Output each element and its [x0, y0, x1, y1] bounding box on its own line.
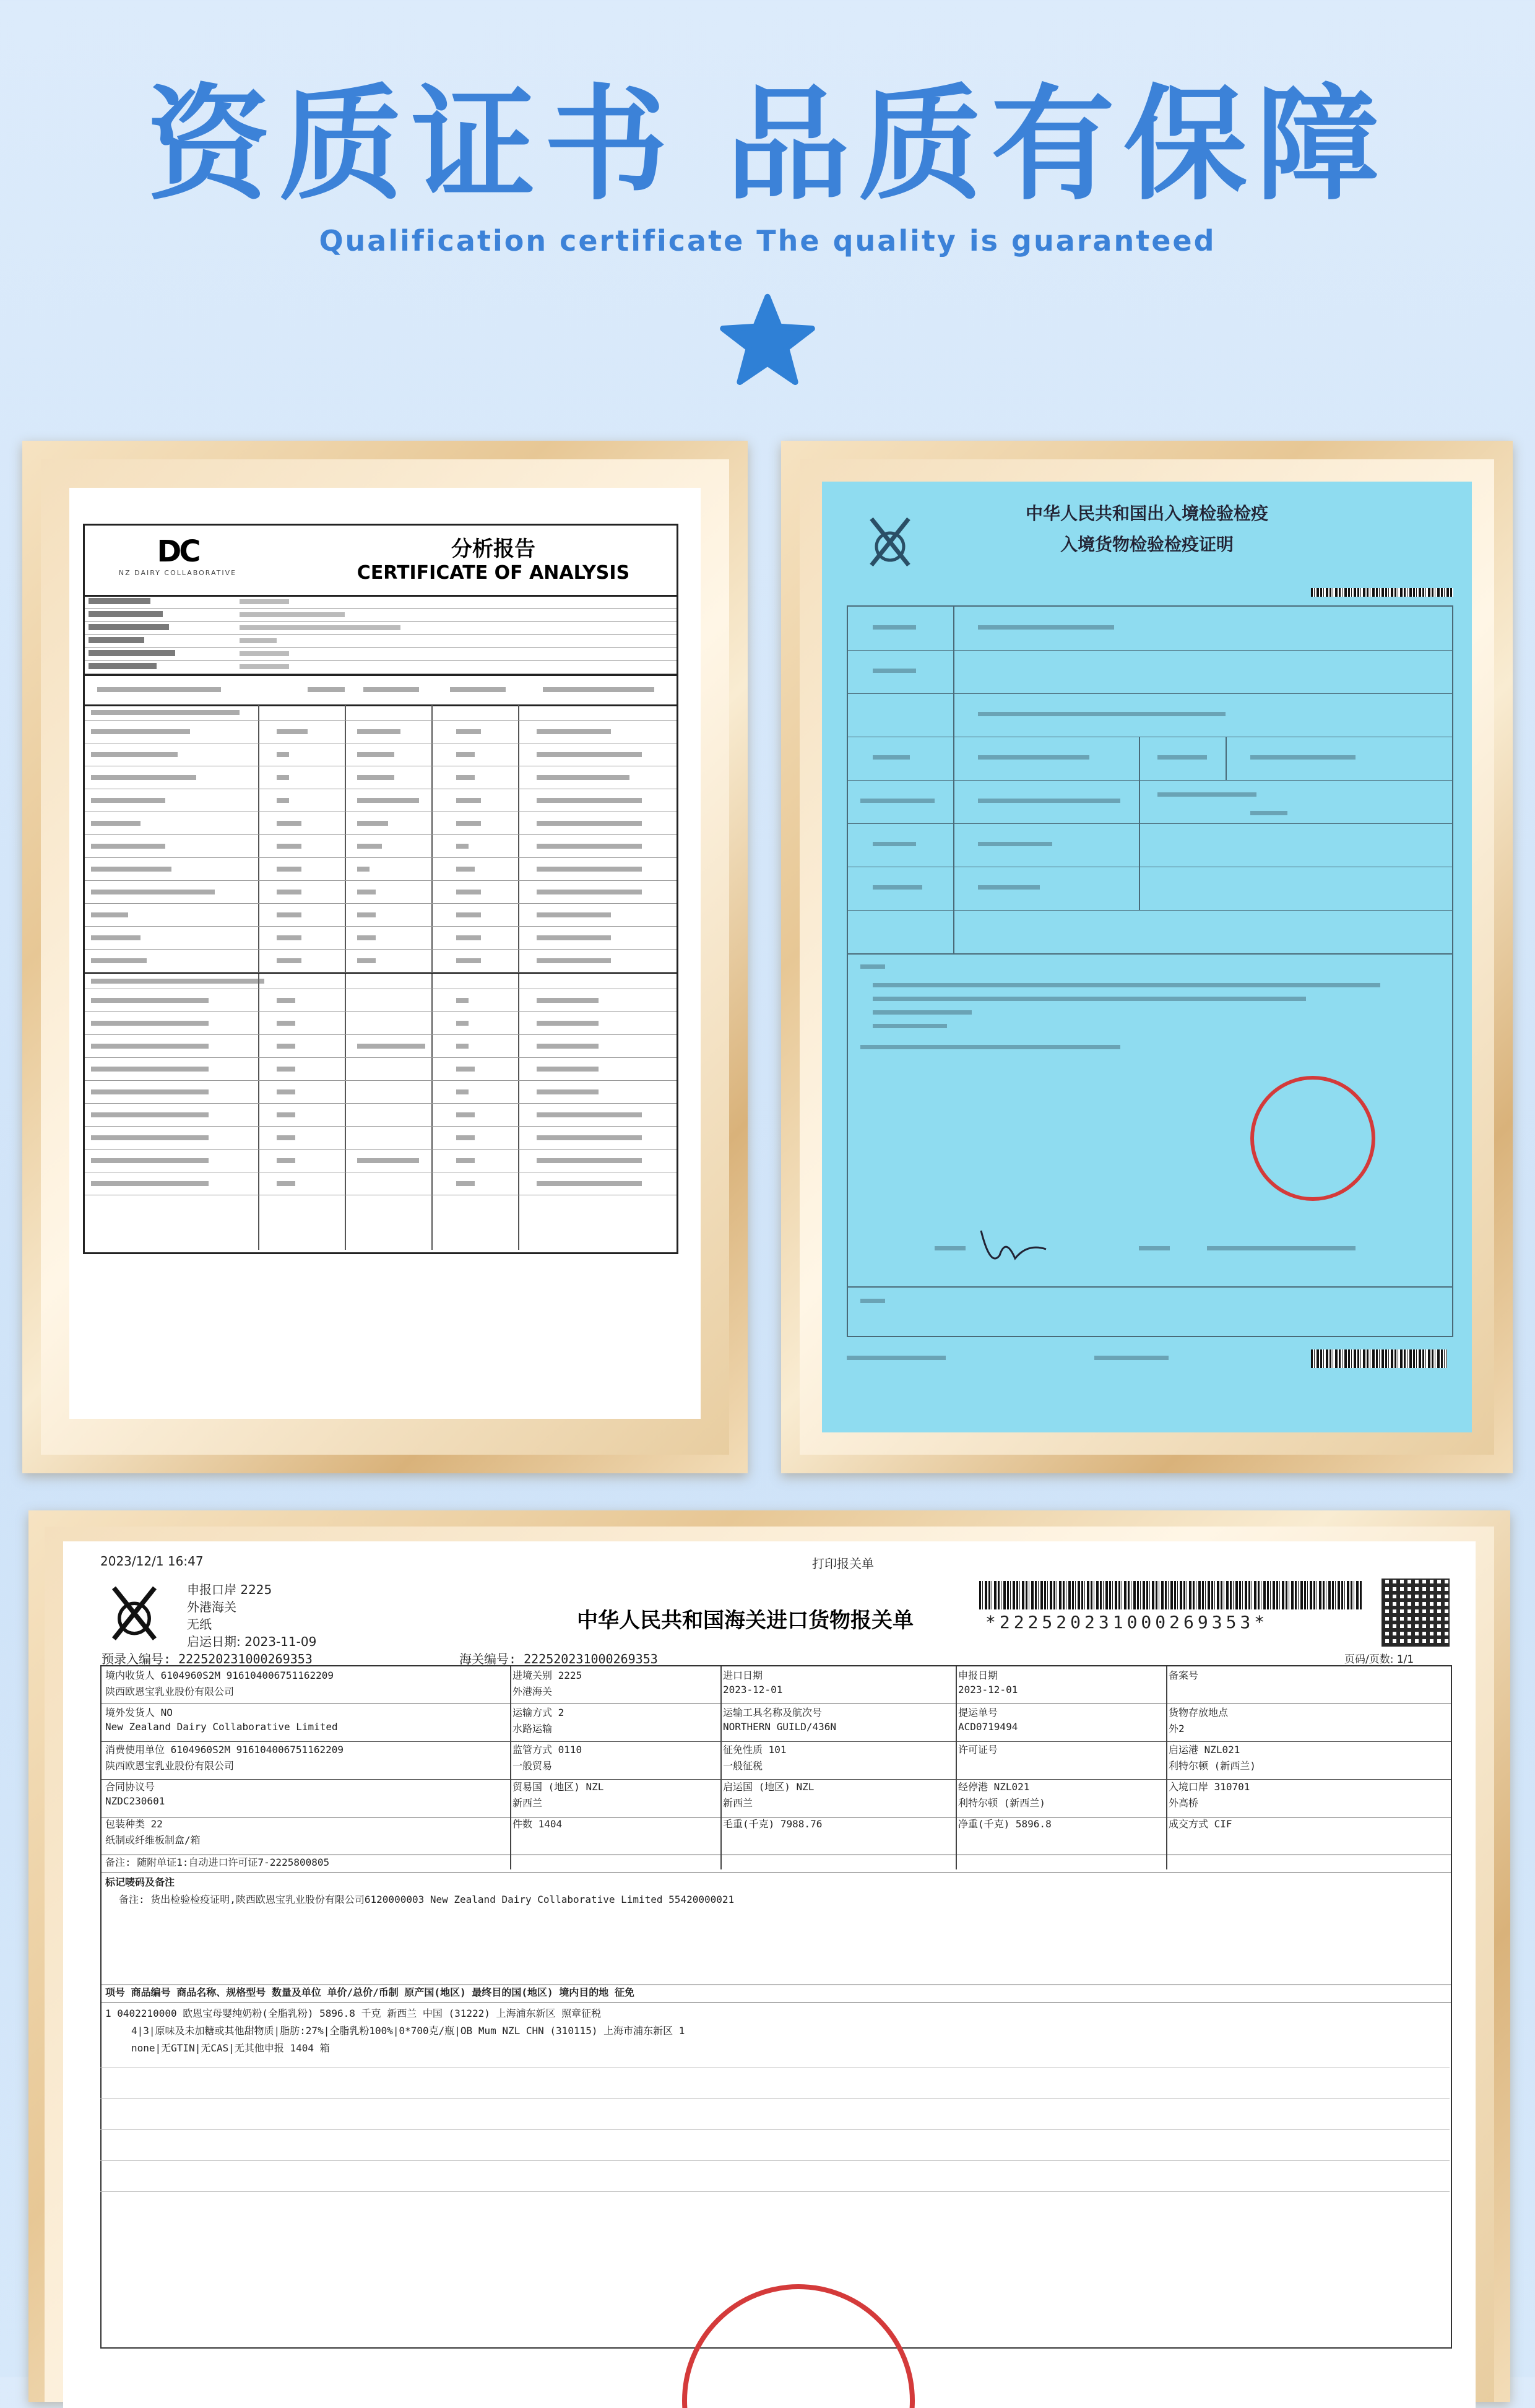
- paperless-label: 无纸: [187, 1617, 212, 1632]
- page-subtitle: Qualification certificate The quality is guaranteed: [319, 224, 1216, 258]
- field-license: 许可证号: [958, 1744, 998, 1756]
- field-vessel: 运输工具名称及航次号: [723, 1707, 823, 1718]
- signature-icon: [978, 1224, 1052, 1268]
- frame-customs: [28, 1510, 1510, 2402]
- value-vessel: NORTHERN GUILD/436N: [723, 1721, 837, 1733]
- field-deal-mode: 成交方式 CIF: [1169, 1818, 1232, 1830]
- preentry-no: 预录入编号: 222520231000269353: [102, 1652, 313, 1666]
- value-contract: NZDC230601: [105, 1795, 165, 1807]
- remarks-label: 标记唛码及备注: [105, 1876, 175, 1888]
- value-origin-country: 新西兰: [723, 1797, 753, 1809]
- print-label: 打印报关单: [812, 1556, 874, 1571]
- field-consignee: 境内收货人 6104960S2M 916104006751162209: [105, 1670, 334, 1681]
- field-transport: 运输方式 2: [512, 1707, 564, 1718]
- coa-title: 分析报告 CERTIFICATE OF ANALYSIS: [357, 537, 630, 584]
- qr-code: [1382, 1579, 1450, 1647]
- value-bill-no: ACD0719494: [958, 1721, 1018, 1733]
- remarks-detail: 备注: 货出检验检疫证明,陕西欧恩宝乳业股份有限公司6120000003 New Zealand Dairy Collaborative Limited 55420000021: [119, 1894, 735, 1905]
- barcode: [979, 1581, 1363, 1609]
- print-time: 2023/12/1 16:47: [100, 1554, 204, 1569]
- field-origin-country: 启运国 (地区) NZL: [723, 1781, 815, 1793]
- value-package: 纸制或纤维板制盒/箱: [105, 1834, 201, 1846]
- coa-document: [69, 488, 701, 1419]
- remarks-attachments: 备注: 随附单证1:自动进口许可证7-2225800805: [105, 1856, 330, 1868]
- value-import-date: 2023-12-01: [723, 1684, 783, 1696]
- field-shipper: 境外发货人 NO: [105, 1707, 173, 1718]
- page-info: 页码/页数: 1/1: [1344, 1653, 1414, 1666]
- customs-document: [63, 1541, 1476, 2408]
- inspection-document: [822, 482, 1472, 1432]
- field-storage: 货物存放地点: [1169, 1707, 1229, 1718]
- field-entry-port: 进境关别 2225: [512, 1670, 582, 1681]
- field-record-no: 备案号: [1169, 1670, 1199, 1681]
- value-entry-port: 外港海关: [512, 1686, 553, 1697]
- field-stop-port: 经停港 NZL021: [958, 1781, 1030, 1793]
- value-supervision: 一般贸易: [512, 1760, 553, 1772]
- value-declare-date: 2023-12-01: [958, 1684, 1018, 1696]
- value-entry-point: 外高桥: [1169, 1797, 1199, 1809]
- field-declare-date: 申报日期: [958, 1670, 998, 1681]
- title-part-1: 资质证书: [146, 73, 677, 217]
- field-pieces: 件数 1404: [512, 1818, 563, 1830]
- red-seal: [1250, 1076, 1375, 1201]
- port-name: 外港海关: [187, 1600, 236, 1614]
- value-departure-port: 利特尔顿 (新西兰): [1169, 1760, 1256, 1772]
- page-title: [0, 74, 1535, 217]
- field-supervision: 监管方式 0110: [512, 1744, 582, 1756]
- field-package: 包装种类 22: [105, 1818, 163, 1830]
- value-trade-country: 新西兰: [512, 1797, 543, 1809]
- value-storage: 外2: [1169, 1723, 1185, 1735]
- field-entry-point: 入境口岸 310701: [1169, 1781, 1250, 1793]
- declare-date: 启运日期: 2023-11-09: [187, 1634, 317, 1649]
- frame-inspection: [781, 441, 1513, 1473]
- value-shipper: New Zealand Dairy Collaborative Limited: [105, 1721, 338, 1733]
- value-levy: 一般征税: [723, 1760, 763, 1772]
- item-line-3: none|无GTIN|无CAS|无其他申报 1404 箱: [131, 2042, 330, 2054]
- value-stop-port: 利特尔顿 (新西兰): [958, 1797, 1045, 1809]
- inspection-heading-2: 入境货物检验检疫证明: [1060, 534, 1234, 555]
- field-import-date: 进口日期: [723, 1670, 763, 1681]
- field-departure-port: 启运港 NZL021: [1169, 1744, 1240, 1756]
- customs-emblem-icon: [100, 1581, 168, 1649]
- field-bill-no: 提运单号: [958, 1707, 998, 1718]
- inspection-heading-1: 中华人民共和国出入境检验检疫: [1025, 503, 1268, 524]
- port-code: 申报口岸 2225: [187, 1582, 272, 1597]
- coa-logo: DC NZ DAIRY COLLABORATIVE: [118, 534, 237, 577]
- item-line-2: 4|3|原味及未加糖或其他甜物质|脂肪:27%|全脂乳粉100%|0*700克/瓶|OB Mum NZL CHN (310115) 上海市浦东新区 1: [131, 2025, 685, 2037]
- frame-coa: [22, 441, 748, 1473]
- field-levy: 征免性质 101: [723, 1744, 787, 1756]
- value-user-unit: 陕西欧恩宝乳业股份有限公司: [105, 1760, 235, 1772]
- item-line-1: 1 0402210000 欧恩宝母婴纯奶粉(全脂乳粉) 5896.8 千克 新西兰 中国 (31222) 上海浦东新区 照章征税: [105, 2007, 602, 2019]
- value-consignee: 陕西欧恩宝乳业股份有限公司: [105, 1686, 235, 1697]
- field-contract: 合同协议号: [105, 1781, 155, 1793]
- title-part-2: 品质有保障: [726, 73, 1389, 217]
- barcode-text: *222520231000269353*: [985, 1612, 1269, 1632]
- customs-no: 海关编号: 222520231000269353: [459, 1652, 658, 1666]
- star-icon: [718, 291, 817, 390]
- field-gross-weight: 毛重(千克) 7988.76: [723, 1818, 823, 1830]
- items-header: 项号 商品编号 商品名称、规格型号 数量及单位 单价/总价/币制 原产国(地区) 最终目的国(地区) 境内目的地 征免: [105, 1986, 634, 1998]
- value-transport: 水路运输: [512, 1723, 553, 1735]
- field-trade-country: 贸易国 (地区) NZL: [512, 1781, 604, 1793]
- customs-title: 中华人民共和国海关进口货物报关单: [577, 1608, 914, 1633]
- field-user-unit: 消费使用单位 6104960S2M 916104006751162209: [105, 1744, 344, 1756]
- field-net-weight: 净重(千克) 5896.8: [958, 1818, 1052, 1830]
